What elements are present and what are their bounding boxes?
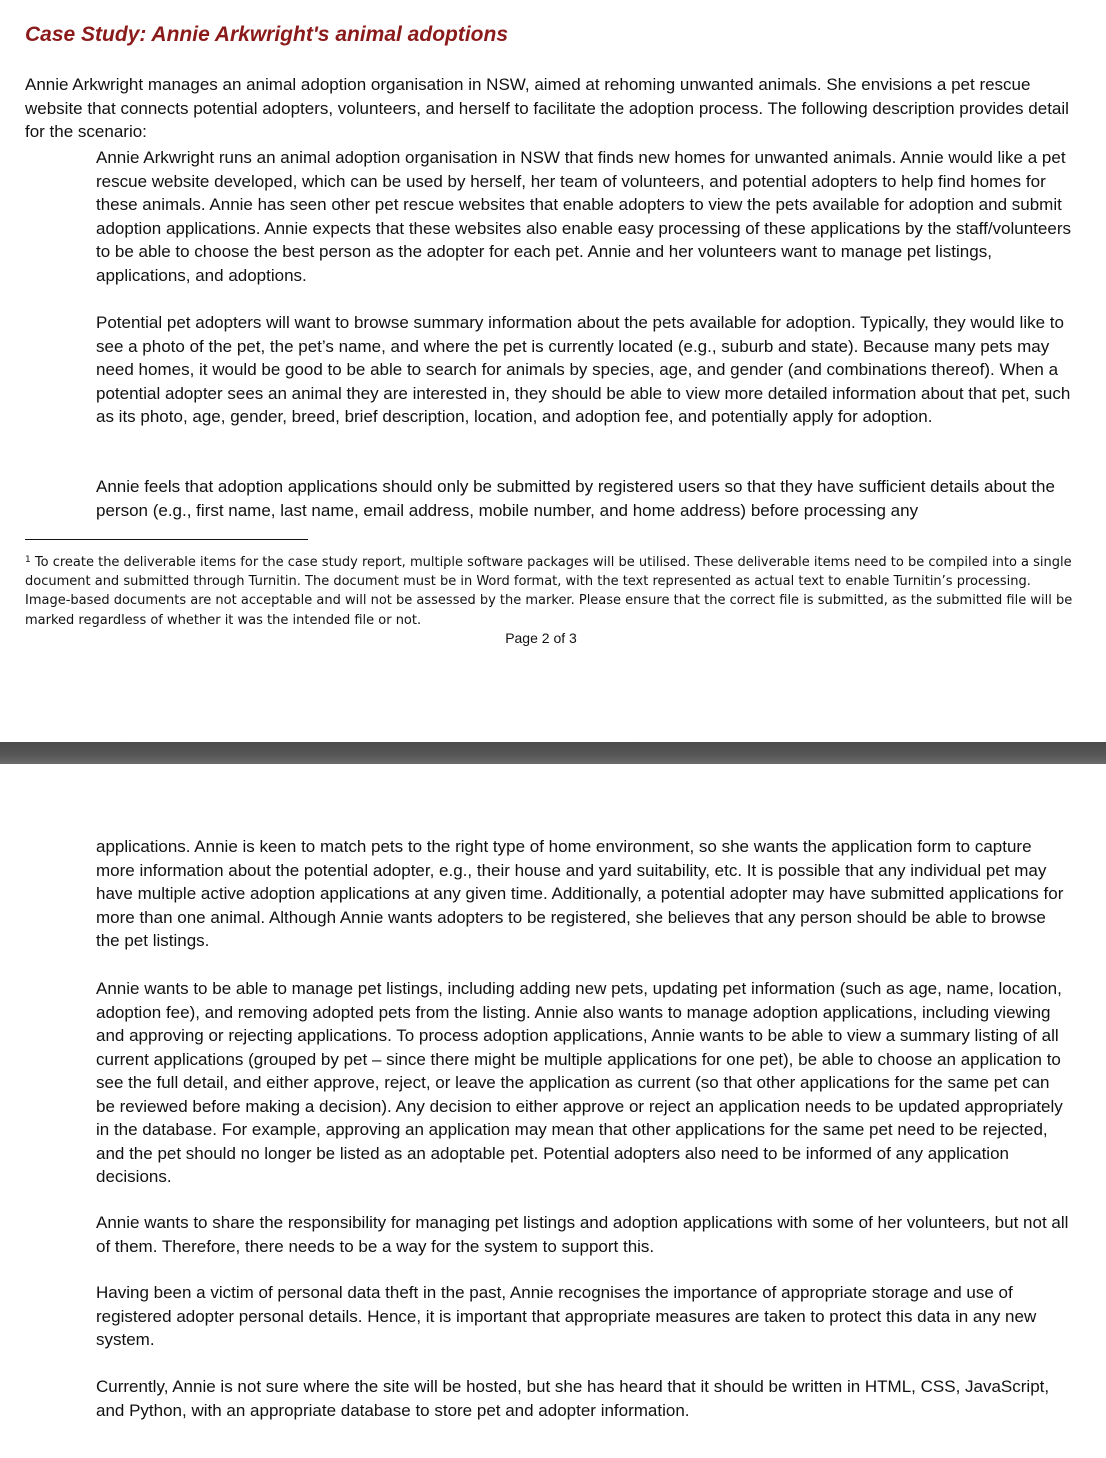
- scenario-paragraph-6: [96, 1211, 1071, 1258]
- scenario-text: Potential pet adopters will want to browse summary information about the pets available for adoption. Typically, they would like to see a photo of the pet, the pet’s name, and where the pet is currently located (e.g., suburb and state). Because many pets may need homes, it would be good to be able to search for animals by species, age, and gender (and combinations thereof). When a potential adopter sees an animal they are interested in, they should be able to view more detailed information about that pet, such as its photo, age, gender, breed, brief description, location, and adoption fee, and potentially apply for adoption.: [96, 313, 1071, 426]
- scenario-paragraph-3: [96, 475, 1071, 522]
- scenario-text: Currently, Annie is not sure where the site will be hosted, but she has heard that it should be written in HTML, CSS, JavaScript, and Python, with an appropriate database to store pet and adopter information.: [96, 1377, 1050, 1420]
- page-separator: [0, 742, 1106, 764]
- scenario-paragraph-7: [96, 1281, 1071, 1352]
- scenario-paragraph-2: [96, 311, 1071, 429]
- footnote-divider: [25, 539, 308, 540]
- scenario-paragraph-5: [96, 977, 1071, 1189]
- scenario-paragraph-1: [96, 146, 1071, 287]
- case-study-title: Case Study: Annie Arkwright's animal adoptions: [25, 23, 509, 46]
- document-page-2: [0, 764, 1106, 1458]
- scenario-text: Annie wants to be able to manage pet listings, including adding new pets, updating pet information (such as age, name, location, adoption fee), and removing adopted pets from the listing. Annie also wants to manage adoption applications, including viewing and approving or rejecting applications. To process adoption applications, Annie wants to be able to view a summary listing of all current applications (grouped by pet – since there might be multiple applications for one pet), be able to choose an application to see the full detail, and either approve, reject, or leave the application as current (so that other applications for the same pet can be reviewed before making a decision). Any decision to either approve or reject an application needs to be updated appropriately in the database. For example, approving an application may mean that other applications for the same pet need to be rejected, and the pet should no longer be listed as an adoptable pet. Potential adopters also need to be informed of any application decisions.: [96, 979, 1063, 1186]
- footnote-marker: 1: [25, 555, 31, 565]
- scenario-paragraph-4: [96, 835, 1071, 953]
- scenario-text: Annie wants to share the responsibility for managing pet listings and adoption applications with some of her volunteers, but not all of them. Therefore, there needs to be a way for the system to support this.: [96, 1213, 1069, 1256]
- page-number: Page 2 of 3: [505, 630, 577, 646]
- scenario-text: Annie Arkwright runs an animal adoption organisation in NSW that finds new homes for unwanted animals. Annie would like a pet rescue website developed, which can be used by herself, her team of volunteers, and potential adopters to help find homes for these animals. Annie has seen other pet rescue websites that enable adopters to view the pets available for adoption and submit adoption applications. Annie expects that these websites also enable easy processing of these applications by the staff/volunteers to be able to choose the best person as the adopter for each pet. Annie and her volunteers want to manage pet listings, applications, and adoptions.: [96, 148, 1071, 285]
- footnote-text: To create the deliverable items for the case study report, multiple software packages will be utilised. These deliverable items need to be compiled into a single document and submitted through Turnitin. The document must be in Word format, with the text represented as actual text to enable Turnitin’s processing. Image-based documents are not acceptable and will not be assessed by the marker. Please ensure that the correct file is submitted, as the submitted file will be marked regardless of whether it was the intended file or not.: [25, 555, 1073, 628]
- scenario-text: Annie feels that adoption applications should only be submitted by registered users so that they have sufficient details about the person (e.g., first name, last name, email address, mobile number, and home address) before processing any: [96, 477, 1055, 520]
- scenario-paragraph-8: [96, 1375, 1071, 1422]
- intro-section: [25, 73, 1085, 144]
- footnote: [25, 553, 1075, 630]
- intro-paragraph: Annie Arkwright manages an animal adoption organisation in NSW, aimed at rehoming unwanted animals. She envisions a pet rescue website that connects potential adopters, volunteers, and herself to facilitate the adoption process. The following description provides detail for the scenario:: [25, 75, 1069, 141]
- scenario-text: applications. Annie is keen to match pets to the right type of home environment, so she wants the application form to capture more information about the potential adopter, e.g., their house and yard suitability, etc. It is possible that any individual pet may have multiple active adoption applications at any given time. Additionally, a potential adopter may have submitted applications for more than one animal. Although Annie wants adopters to be registered, she believes that any person should be able to browse the pet listings.: [96, 837, 1064, 950]
- scenario-text: Having been a victim of personal data theft in the past, Annie recognises the importance of appropriate storage and use of registered adopter personal details. Hence, it is important that appropriate measures are taken to protect this data in any new system.: [96, 1283, 1037, 1349]
